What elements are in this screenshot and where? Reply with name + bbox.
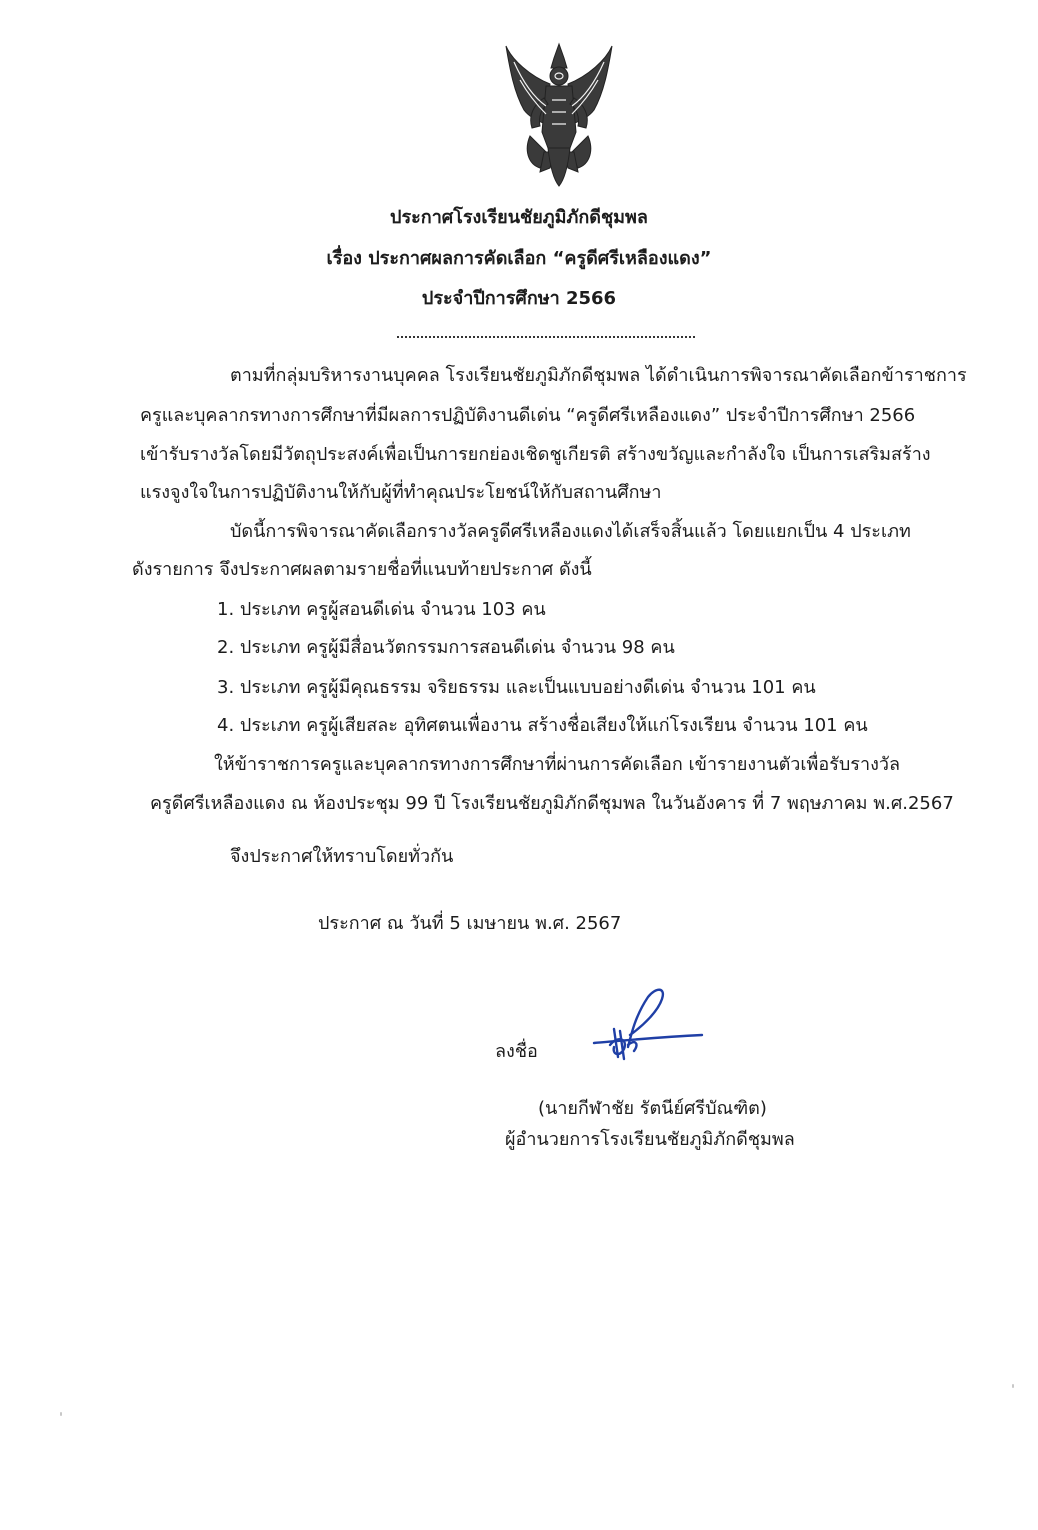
announcement-title: ประกาศโรงเรียนชัยภูมิภักดีชุมพล bbox=[390, 207, 648, 228]
signer-name: (นายกีฬาชัย รัตนีย์ศรีบัณฑิต) bbox=[538, 1098, 767, 1119]
category-item-2: 2. ประเภท ครูผู้มีสื่อนวัตกรรมการสอนดีเด่น จำนวน 98 คน bbox=[217, 637, 675, 658]
announcement-date: ประกาศ ณ วันที่ 5 เมษายน พ.ศ. 2567 bbox=[318, 913, 622, 934]
signer-position: ผู้อำนวยการโรงเรียนชัยภูมิภักดีชุมพล bbox=[505, 1129, 795, 1150]
paragraph-3-line-2: ครูดีศรีเหลืองแดง ณ ห้องประชุม 99 ปี โรงเรียนชัยภูมิภักดีชุมพล ในวันอังคาร ที่ 7 พฤษภาคม พ.ศ.2567 bbox=[150, 793, 954, 814]
paragraph-1-line-2: ครูและบุคลากรทางการศึกษาที่มีผลการปฏิบัติงานดีเด่น “ครูดีศรีเหลืองแดง” ประจำปีการศึกษา 2566 bbox=[140, 405, 916, 426]
paragraph-2-line-2: ดังรายการ จึงประกาศผลตามรายชื่อที่แนบท้ายประกาศ ดังนี้ bbox=[132, 559, 592, 580]
signature-mark bbox=[588, 985, 708, 1065]
paragraph-1-line-1: ตามที่กลุ่มบริหารงานบุคคล โรงเรียนชัยภูมิภักดีชุมพล ได้ดำเนินการพิจารณาคัดเลือกข้าราชการ bbox=[230, 365, 967, 386]
sign-label: ลงชื่อ bbox=[495, 1041, 538, 1062]
dotted-divider bbox=[397, 336, 695, 338]
paragraph-3-line-1: ให้ข้าราชการครูและบุคลากรทางการศึกษาที่ผ่านการคัดเลือก เข้ารายงานตัวเพื่อรับรางวัล bbox=[214, 754, 900, 775]
scan-speck bbox=[60, 1412, 62, 1416]
category-item-4: 4. ประเภท ครูผู้เสียสละ อุทิศตนเพื่องาน สร้างชื่อเสียงให้แก่โรงเรียน จำนวน 101 คน bbox=[217, 715, 868, 736]
announcement-year: ประจำปีการศึกษา 2566 bbox=[421, 288, 617, 309]
scan-speck bbox=[1012, 1384, 1014, 1388]
closing-line: จึงประกาศให้ทราบโดยทั่วกัน bbox=[230, 846, 454, 867]
paragraph-2-line-1: บัดนี้การพิจารณาคัดเลือกรางวัลครูดีศรีเหลืองแดงได้เสร็จสิ้นแล้ว โดยแยกเป็น 4 ประเภท bbox=[230, 521, 911, 542]
paragraph-1-line-3: เข้ารับรางวัลโดยมีวัตถุประสงค์เพื่อเป็นการยกย่องเชิดชูเกียรติ สร้างขวัญและกำลังใจ เป็นการเสริมสร้าง bbox=[140, 444, 931, 465]
paragraph-1-line-4: แรงจูงใจในการปฏิบัติงานให้กับผู้ที่ทำคุณประโยชน์ให้กับสถานศึกษา bbox=[140, 482, 662, 503]
garuda-emblem-icon bbox=[500, 40, 618, 190]
announcement-subject: เรื่อง ประกาศผลการคัดเลือก “ครูดีศรีเหลืองแดง” bbox=[326, 248, 712, 269]
category-item-3: 3. ประเภท ครูผู้มีคุณธรรม จริยธรรม และเป็นแบบอย่างดีเด่น จำนวน 101 คน bbox=[217, 677, 816, 698]
category-item-1: 1. ประเภท ครูผู้สอนดีเด่น จำนวน 103 คน bbox=[217, 599, 546, 620]
